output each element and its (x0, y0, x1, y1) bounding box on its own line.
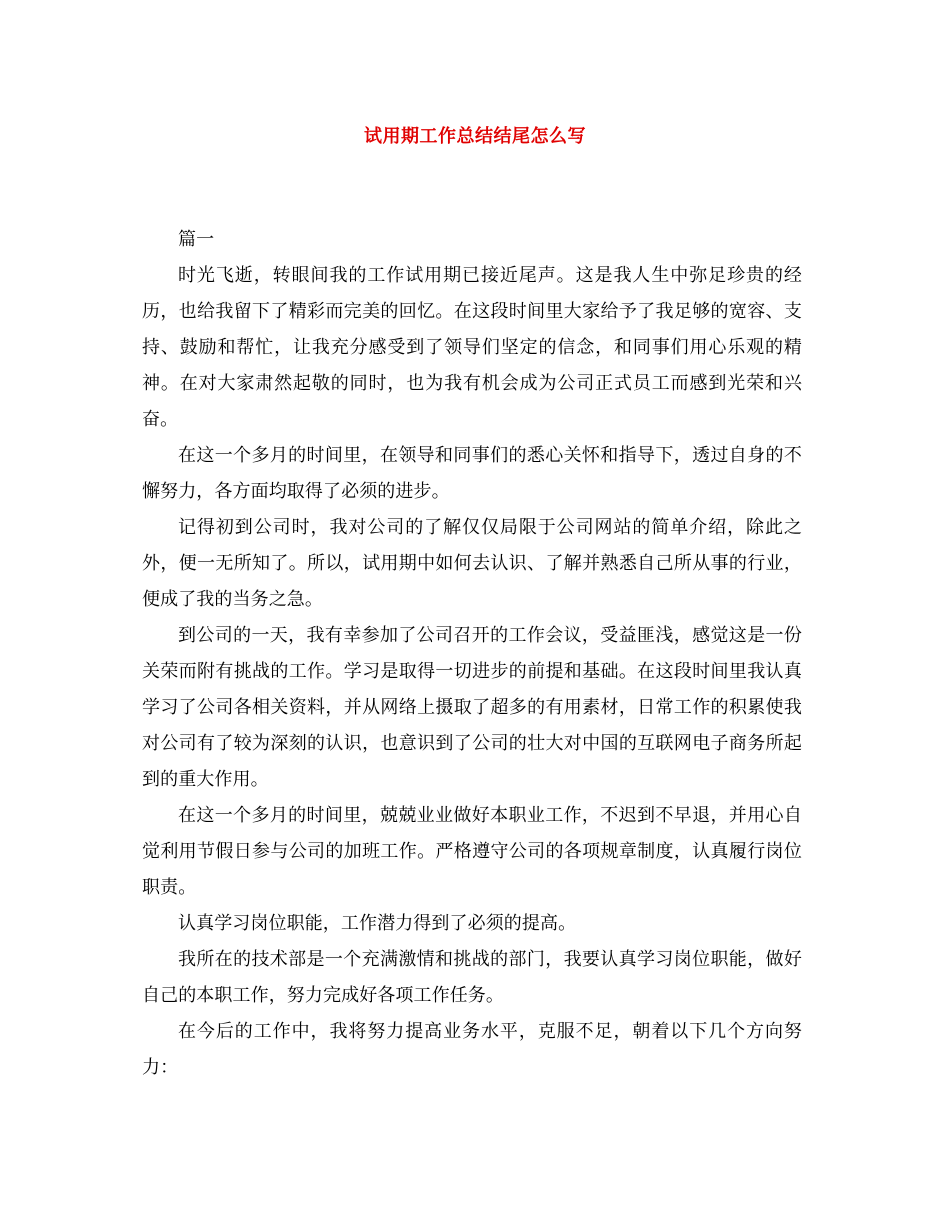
paragraph: 到公司的一天，我有幸参加了公司召开的工作会议，受益匪浅，感觉这是一份关荣而附有挑战的工作。学习是取得一切进步的前提和基础。在这段时间里我认真学习了公司各相关资料，并从网络上摄取了超多的有用素材，日常工作的积累使我对公司有了较为深刻的认识，也意识到了公司的壮大对中国的互联网电子商务所起到的重大作用。 (142, 625, 802, 790)
paragraph: 我所在的技术部是一个充满激情和挑战的部门，我要认真学习岗位职能，做好自己的本职工作，努力完成好各项工作任务。 (142, 949, 802, 1006)
paragraph: 时光飞逝，转眼间我的工作试用期已接近尾声。这是我人生中弥足珍贵的经历，也给我留下了精彩而完美的回忆。在这段时间里大家给予了我足够的宽容、支持、鼓励和帮忙，让我充分感受到了领导们坚定的信念，和同事们用心乐观的精神。在对大家肃然起敬的同时，也为我有机会成为公司正式员工而感到光荣和兴奋。 (142, 265, 802, 430)
paragraph: 在这一个多月的时间里，在领导和同事们的悉心关怀和指导下，透过自身的不懈努力，各方面均取得了必须的进步。 (142, 445, 802, 502)
paragraph: 记得初到公司时，我对公司的了解仅仅局限于公司网站的简单介绍，除此之外，便一无所知了。所以，试用期中如何去认识、了解并熟悉自己所从事的行业，便成了我的当务之急。 (142, 517, 802, 610)
section-heading: 篇一 (178, 229, 215, 250)
document-title: 试用期工作总结结尾怎么写 (364, 126, 586, 147)
paragraph: 认真学习岗位职能，工作潜力得到了必须的提高。 (178, 913, 577, 934)
document-body (142, 222, 802, 1086)
paragraph: 在今后的工作中，我将努力提高业务水平，克服不足，朝着以下几个方向努力： (142, 1021, 802, 1078)
paragraph: 在这一个多月的时间里，兢兢业业做好本职业工作，不迟到不早退，并用心自觉利用节假日参与公司的加班工作。严格遵守公司的各项规章制度，认真履行岗位职责。 (142, 805, 802, 898)
